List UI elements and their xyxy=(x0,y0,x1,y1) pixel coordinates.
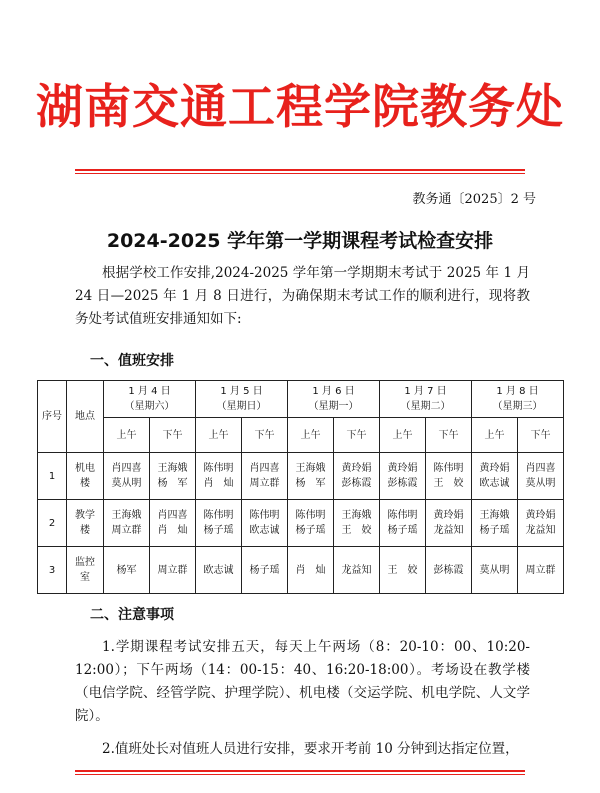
duty-cell xyxy=(472,500,518,547)
staff-name: 黄玲娟 xyxy=(479,463,510,474)
staff-name: 王海娥 xyxy=(341,510,372,521)
duty-cell xyxy=(334,453,380,500)
duty-cell xyxy=(150,453,196,500)
header-day-2: 1 月 5 日 （星期日） xyxy=(196,381,288,418)
header-day-4: 1 月 7 日 （星期二） xyxy=(380,381,472,418)
intro-paragraph: 根据学校工作安排,2024-2025 学年第一学期期末考试于 2025 年 1 月 24 日—2025 年 1 月 8 日进行，为确保期末考试工作的顺利进行，现将教务处考试值班安排通知如下: xyxy=(75,265,530,327)
staff-name: 王 姣 xyxy=(433,478,464,489)
staff-name: 杨 军 xyxy=(157,478,188,489)
document-number: 教务通〔2025〕2 号 xyxy=(412,192,536,207)
table-row xyxy=(38,453,564,500)
staff-name: 龙益知 xyxy=(525,525,556,536)
staff-name: 王海娥 xyxy=(111,510,142,521)
staff-name: 莫从明 xyxy=(111,478,142,489)
staff-name: 周立群 xyxy=(111,525,142,536)
staff-name: 黄玲娟 xyxy=(341,463,372,474)
staff-name: 彭栋霞 xyxy=(387,478,418,489)
duty-cell xyxy=(288,453,334,500)
staff-name: 陈伟明 xyxy=(203,463,234,474)
staff-name: 周立群 xyxy=(525,564,556,576)
row-seq: 3 xyxy=(38,547,67,594)
duty-cell xyxy=(380,500,426,547)
staff-name: 杨子瑶 xyxy=(295,525,326,536)
staff-name: 杨 军 xyxy=(295,478,326,489)
duty-cell xyxy=(334,500,380,547)
staff-name: 龙益知 xyxy=(341,564,372,576)
staff-name: 杨子瑶 xyxy=(479,525,510,536)
header-day-3: 1 月 6 日 （星期一） xyxy=(288,381,380,418)
staff-name: 肖 灿 xyxy=(295,564,326,576)
header-am: 上午 xyxy=(472,418,518,453)
duty-cell xyxy=(380,453,426,500)
header-am: 上午 xyxy=(288,418,334,453)
row-place: 机电楼 xyxy=(67,453,104,500)
staff-name: 肖四喜 xyxy=(249,463,280,474)
staff-name: 陈伟明 xyxy=(295,510,326,521)
duty-cell xyxy=(380,547,426,594)
staff-name: 杨子瑶 xyxy=(249,564,280,576)
staff-name: 莫从明 xyxy=(479,564,510,576)
staff-name: 欧志诚 xyxy=(249,525,280,536)
header-seq: 序号 xyxy=(38,381,67,453)
duty-cell xyxy=(472,547,518,594)
row-place: 教学楼 xyxy=(67,500,104,547)
staff-name: 杨子瑶 xyxy=(387,525,418,536)
duty-cell xyxy=(242,453,288,500)
header-day-1: 1 月 4 日 （星期六） xyxy=(104,381,196,418)
staff-name: 杨子瑶 xyxy=(203,525,234,536)
staff-name: 彭栋霞 xyxy=(433,564,464,576)
staff-name: 王 姣 xyxy=(341,525,372,536)
header-am: 上午 xyxy=(196,418,242,453)
duty-cell xyxy=(196,453,242,500)
duty-cell xyxy=(334,547,380,594)
header-day-5: 1 月 8 日 （星期三） xyxy=(472,381,564,418)
duty-cell xyxy=(242,500,288,547)
duty-cell xyxy=(426,453,472,500)
staff-name: 王 姣 xyxy=(387,564,418,576)
row-place: 监控室 xyxy=(67,547,104,594)
staff-name: 肖四喜 xyxy=(111,463,142,474)
duty-cell xyxy=(196,500,242,547)
staff-name: 欧志诚 xyxy=(203,564,234,576)
staff-name: 欧志诚 xyxy=(479,478,510,489)
staff-name: 杨军 xyxy=(116,564,137,576)
note-1: 1.学期课程考试安排五天，每天上午两场（8：20-10：00、10:20-12:00）；下午两场（14：00-15：40、16:20-18:00）。考场设在教学楼（电信学院、经管学院、护理学院）、机电楼（交运学院、机电学院、人文学院）。 xyxy=(75,639,530,724)
header-pm: 下午 xyxy=(242,418,288,453)
red-rule-top xyxy=(75,169,525,171)
staff-name: 周立群 xyxy=(249,478,280,489)
staff-name: 陈伟明 xyxy=(387,510,418,521)
staff-name: 肖 灿 xyxy=(157,525,188,536)
header-am: 上午 xyxy=(104,418,150,453)
staff-name: 肖 灿 xyxy=(203,478,234,489)
staff-name: 龙益知 xyxy=(433,525,464,536)
staff-name: 陈伟明 xyxy=(249,510,280,521)
header-pm: 下午 xyxy=(518,418,564,453)
staff-name: 王海娥 xyxy=(479,510,510,521)
row-seq: 1 xyxy=(38,453,67,500)
section-heading-duty: 一、值班安排 xyxy=(90,353,174,369)
duty-cell xyxy=(518,547,564,594)
row-seq: 2 xyxy=(38,500,67,547)
duty-cell xyxy=(288,547,334,594)
red-rule-bottom xyxy=(75,770,525,772)
header-place: 地点 xyxy=(67,381,104,453)
duty-cell xyxy=(426,547,472,594)
duty-cell xyxy=(104,547,150,594)
note-2: 2.值班处长对值班人员进行安排，要求开考前 10 分钟到达指定位置， xyxy=(102,741,519,757)
staff-name: 彭栋霞 xyxy=(341,478,372,489)
duty-cell xyxy=(518,453,564,500)
duty-cell xyxy=(426,500,472,547)
staff-name: 莫从明 xyxy=(525,478,556,489)
table-row xyxy=(38,547,564,594)
staff-name: 肖四喜 xyxy=(157,510,188,521)
document-title: 2024-2025 学年第一学期课程考试检查安排 xyxy=(106,230,494,252)
red-rule-top-thin xyxy=(75,173,525,174)
duty-cell xyxy=(242,547,288,594)
staff-name: 王海娥 xyxy=(157,463,188,474)
duty-cell xyxy=(104,453,150,500)
staff-name: 黄玲娟 xyxy=(387,463,418,474)
staff-name: 肖四喜 xyxy=(525,463,556,474)
duty-cell xyxy=(104,500,150,547)
staff-name: 陈伟明 xyxy=(433,463,464,474)
staff-name: 周立群 xyxy=(157,564,188,576)
duty-cell xyxy=(472,453,518,500)
staff-name: 黄玲娟 xyxy=(433,510,464,521)
staff-name: 王海娥 xyxy=(295,463,326,474)
duty-cell xyxy=(288,500,334,547)
red-rule-bottom-thin xyxy=(75,774,525,775)
table-row xyxy=(38,500,564,547)
duty-cell xyxy=(150,547,196,594)
duty-cell xyxy=(196,547,242,594)
staff-name: 黄玲娟 xyxy=(525,510,556,521)
header-pm: 下午 xyxy=(334,418,380,453)
header-pm: 下午 xyxy=(150,418,196,453)
section-heading-notes: 二、注意事项 xyxy=(90,607,174,623)
duty-cell xyxy=(150,500,196,547)
org-masthead: 湖南交通工程学院教务处 xyxy=(36,80,564,135)
header-am: 上午 xyxy=(380,418,426,453)
staff-name: 陈伟明 xyxy=(203,510,234,521)
duty-cell xyxy=(518,500,564,547)
duty-table xyxy=(37,380,564,594)
header-pm: 下午 xyxy=(426,418,472,453)
